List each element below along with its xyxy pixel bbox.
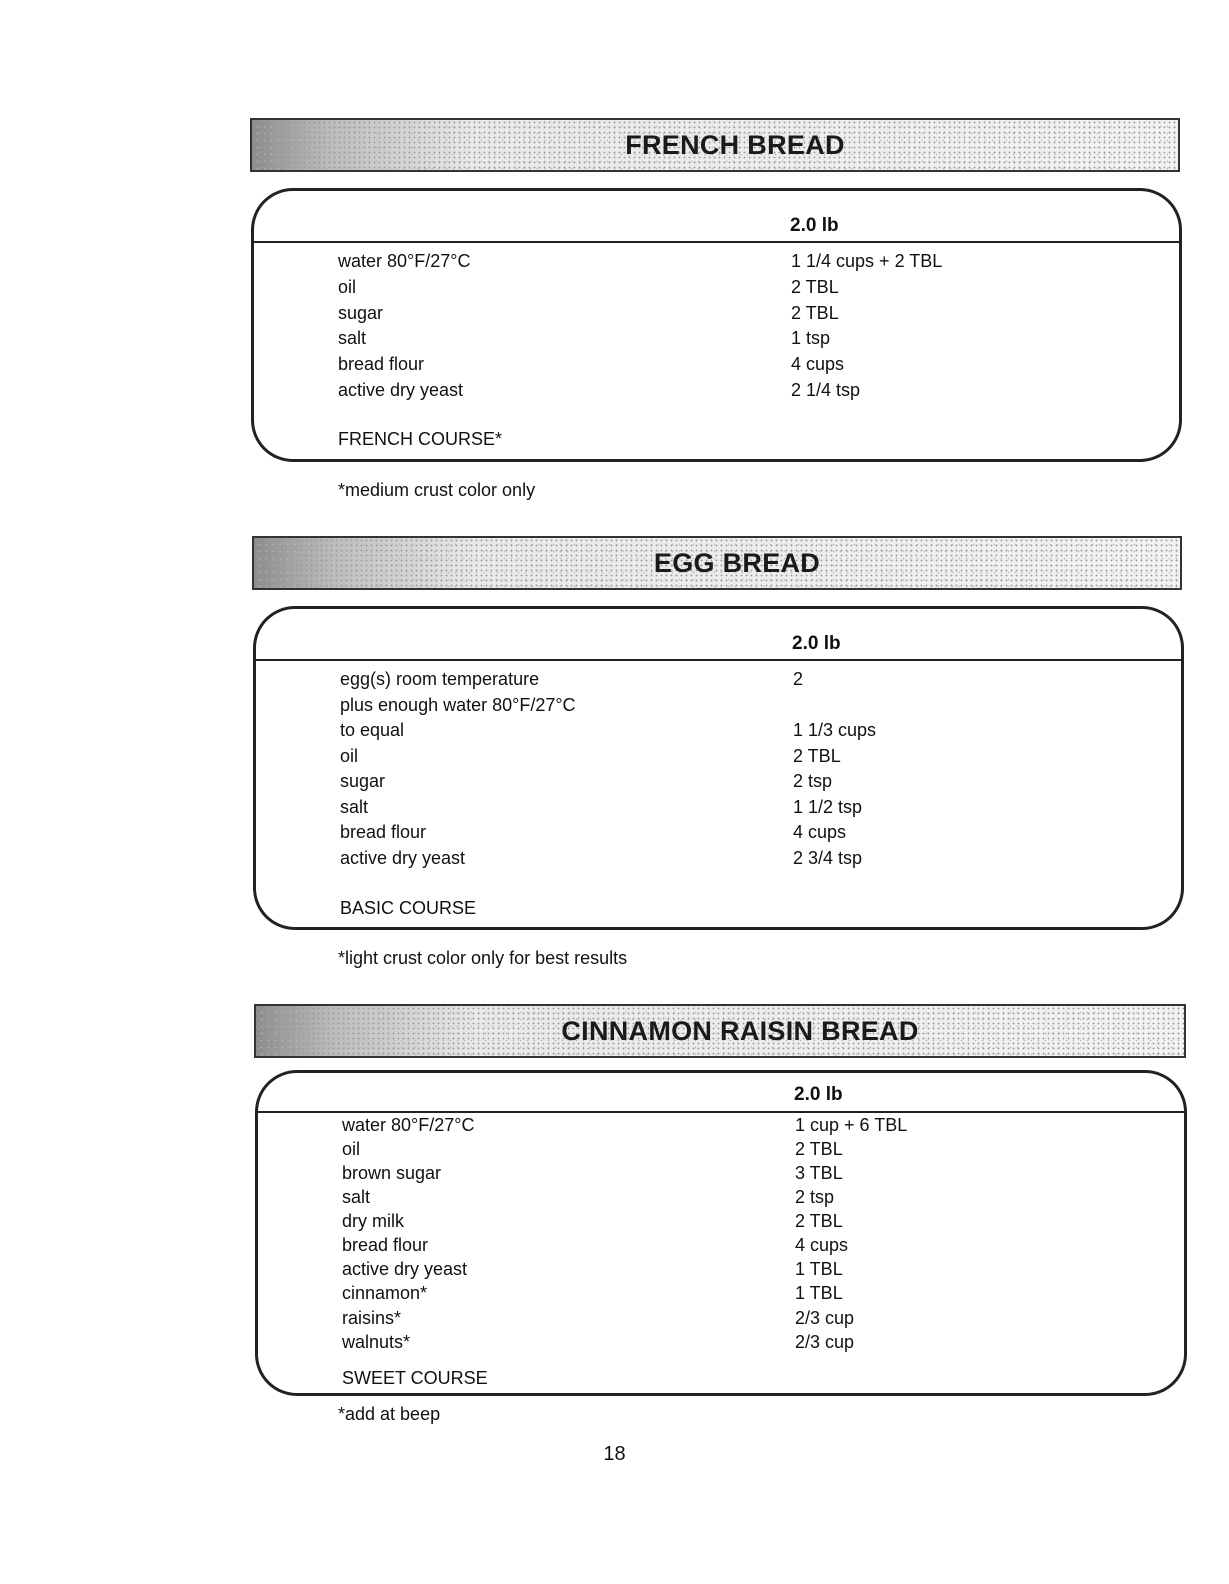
ingredient-row xyxy=(258,1113,1184,1137)
cinnamon-raisin-bread-title: CINNAMON RAISIN BREAD xyxy=(561,1015,919,1046)
course-setting: SWEET COURSE xyxy=(342,1368,488,1388)
french-bread-recipe-card xyxy=(251,188,1182,462)
ingredient-amount: 1 1/2 tsp xyxy=(793,797,863,817)
ingredient-name: salt xyxy=(342,1187,371,1207)
ingredient-amount: 2 tsp xyxy=(793,771,833,791)
ingredient-amount: 1 cup + 6 TBL xyxy=(795,1115,908,1135)
egg-bread-banner xyxy=(252,536,1182,590)
ingredient-name: egg(s) room temperature xyxy=(340,669,540,689)
ingredient-row xyxy=(258,1233,1184,1257)
ingredient-row xyxy=(256,769,1181,793)
recipe-card-header xyxy=(258,1073,1184,1113)
french-bread-banner xyxy=(250,118,1180,172)
ingredient-amount: 2 TBL xyxy=(795,1139,843,1159)
ingredient-row xyxy=(254,275,1179,299)
ingredient-name: water 80°F/27°C xyxy=(338,251,471,271)
ingredient-row xyxy=(258,1137,1184,1161)
ingredient-amount: 2 TBL xyxy=(791,303,839,323)
ingredient-row xyxy=(256,693,1181,717)
cinnamon-raisin-bread-recipe-card xyxy=(255,1070,1187,1396)
ingredient-name: salt xyxy=(338,328,367,348)
ingredient-name: brown sugar xyxy=(342,1163,442,1183)
ingredient-row xyxy=(258,1209,1184,1233)
ingredient-name: walnuts* xyxy=(342,1332,411,1352)
ingredient-row xyxy=(258,1257,1184,1281)
ingredient-name: oil xyxy=(342,1139,361,1159)
ingredient-amount: 2 tsp xyxy=(795,1187,835,1207)
egg-bread-title: EGG BREAD xyxy=(653,547,821,578)
loaf-size-label: 2.0 lb xyxy=(792,633,841,654)
loaf-size-label: 2.0 lb xyxy=(794,1084,843,1105)
ingredient-row xyxy=(256,846,1181,870)
french-bread-title: FRENCH BREAD xyxy=(625,129,845,160)
ingredient-amount: 1 TBL xyxy=(795,1283,843,1303)
ingredient-name: oil xyxy=(338,277,357,297)
ingredient-amount: 2 xyxy=(793,669,804,689)
egg-bread-note: *light crust color only for best results xyxy=(338,948,628,968)
ingredient-amount: 2 1/4 tsp xyxy=(791,380,861,400)
ingredient-row xyxy=(256,744,1181,768)
ingredient-name: water 80°F/27°C xyxy=(342,1115,475,1135)
ingredient-name: active dry yeast xyxy=(338,380,464,400)
ingredient-row xyxy=(256,820,1181,844)
ingredient-amount: 2 TBL xyxy=(793,746,841,766)
ingredient-amount: 2 TBL xyxy=(795,1211,843,1231)
ingredient-row xyxy=(254,301,1179,325)
ingredient-name: plus enough water 80°F/27°C xyxy=(340,695,576,715)
ingredient-row xyxy=(258,1281,1184,1305)
ingredient-row xyxy=(254,249,1179,273)
ingredient-name: dry milk xyxy=(342,1211,404,1231)
loaf-size-label: 2.0 lb xyxy=(790,215,839,236)
cinnamon-raisin-bread-banner xyxy=(254,1004,1186,1058)
ingredient-amount: 4 cups xyxy=(793,822,847,842)
ingredient-amount: 3 TBL xyxy=(795,1163,843,1183)
ingredient-row xyxy=(256,795,1181,819)
ingredient-name: cinnamon* xyxy=(342,1283,428,1303)
ingredient-amount: 2/3 cup xyxy=(795,1308,855,1328)
ingredient-amount: 2 TBL xyxy=(791,277,839,297)
ingredient-row xyxy=(254,378,1179,402)
ingredient-amount: 1 tsp xyxy=(791,328,831,348)
ingredient-row xyxy=(256,718,1181,742)
course-setting: FRENCH COURSE* xyxy=(338,429,503,449)
ingredient-amount: 4 cups xyxy=(791,354,845,374)
ingredient-amount: 2 3/4 tsp xyxy=(793,848,863,868)
ingredient-row xyxy=(254,352,1179,376)
ingredient-name: bread flour xyxy=(338,354,425,374)
egg-bread-recipe-card xyxy=(253,606,1184,930)
ingredient-row xyxy=(256,667,1181,691)
ingredient-name: bread flour xyxy=(340,822,427,842)
ingredient-name: salt xyxy=(340,797,369,817)
ingredient-name: oil xyxy=(340,746,359,766)
ingredient-name: sugar xyxy=(340,771,386,791)
ingredient-row xyxy=(258,1185,1184,1209)
ingredient-name: active dry yeast xyxy=(342,1259,468,1279)
page-number: 18 xyxy=(603,1443,626,1465)
ingredient-row xyxy=(258,1330,1184,1354)
ingredient-amount: 1 1/4 cups + 2 TBL xyxy=(791,251,943,271)
ingredient-amount: 1 TBL xyxy=(795,1259,843,1279)
ingredient-amount: 4 cups xyxy=(795,1235,849,1255)
ingredient-row xyxy=(254,326,1179,350)
course-setting: BASIC COURSE xyxy=(340,898,477,918)
recipe-card-header xyxy=(256,609,1181,661)
ingredient-name: raisins* xyxy=(342,1308,402,1328)
ingredient-name: to equal xyxy=(340,720,405,740)
ingredient-amount: 2/3 cup xyxy=(795,1332,855,1352)
ingredient-name: sugar xyxy=(338,303,384,323)
cinnamon-raisin-bread-note: *add at beep xyxy=(338,1404,441,1424)
ingredient-row xyxy=(258,1306,1184,1330)
ingredient-amount: 1 1/3 cups xyxy=(793,720,877,740)
ingredient-name: bread flour xyxy=(342,1235,429,1255)
ingredient-row xyxy=(258,1161,1184,1185)
french-bread-note: *medium crust color only xyxy=(338,480,536,500)
ingredient-name: active dry yeast xyxy=(340,848,466,868)
recipe-card-header xyxy=(254,191,1179,243)
